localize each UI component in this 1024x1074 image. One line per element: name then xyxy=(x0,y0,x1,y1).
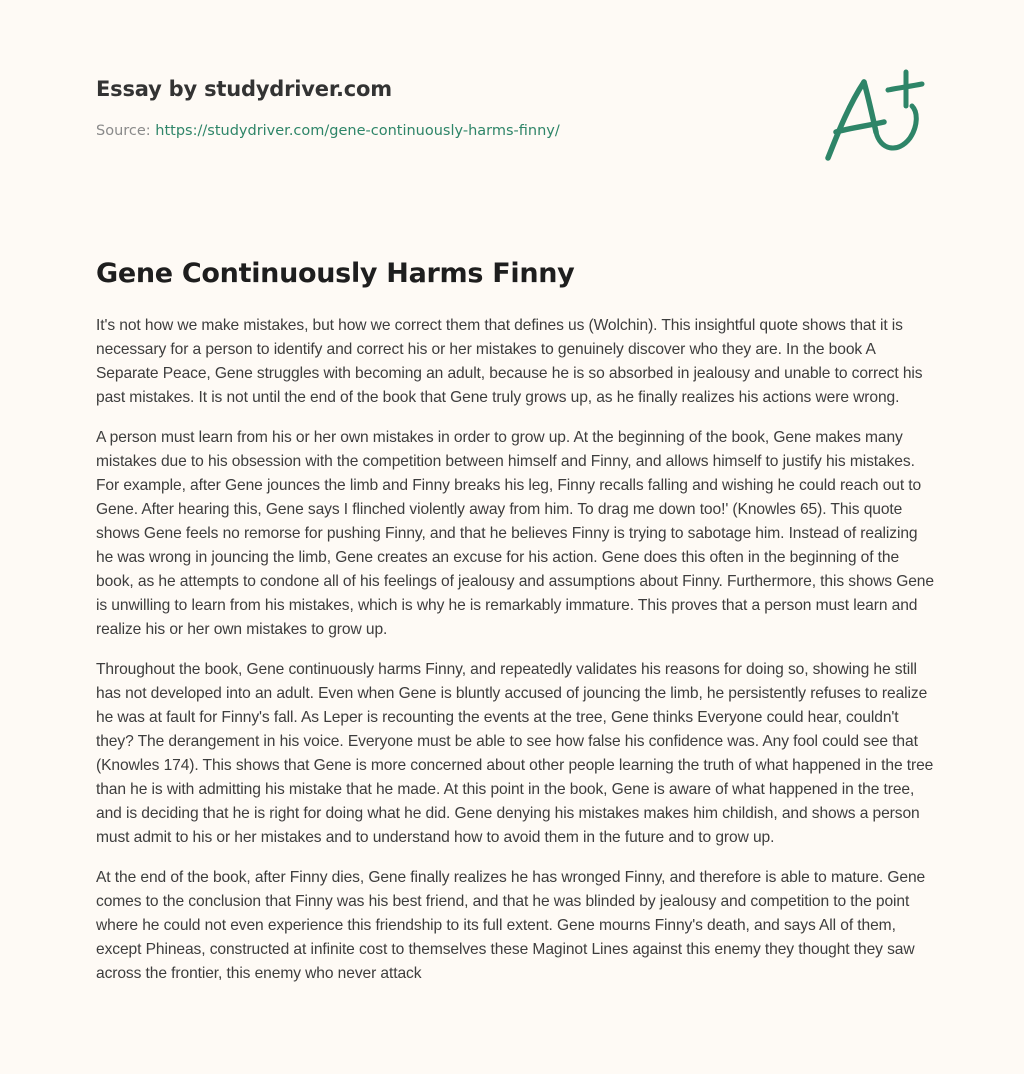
a-plus-grade-icon xyxy=(818,66,930,166)
essay-paragraph-2: A person must learn from his or her own mistakes in order to grow up. At the beginning of the book, Gene makes many mistakes due to his obsession with the competition between himself and Finny, and allows himself to justify his mistakes. For example, after Gene jounces the limb and Finny breaks his leg, Finny recalls falling and wishing he could reach out to Gene. After hearing this, Gene says I flinched violently away from him. To drag me down too!' (Knowles 65). This quote shows Gene feels no remorse for pushing Finny, and that he believes Finny is trying to sabotage him. Instead of realizing he was wrong in jouncing the limb, Gene creates an excuse for his action. Gene does this often in the beginning of the book, as he attempts to condone all of his feelings of jealousy and assumptions about Finny. Furthermore, this shows Gene is unwilling to learn from his mistakes, which is why he is remarkably immature. This proves that a person must learn and realize his or her own mistakes to grow up. xyxy=(96,429,934,638)
essay-body xyxy=(96,314,936,1002)
essay-paragraph-1: It's not how we make mistakes, but how we correct them that defines us (Wolchin). This insightful quote shows that it is necessary for a person to identify and correct his or her mistakes to genuinely discover who they are. In the book A Separate Peace, Gene struggles with becoming an adult, because he is so absorbed in jealousy and unable to correct his past mistakes. It is not until the end of the book that Gene truly grows up, as he finally realizes his actions were wrong. xyxy=(96,317,923,406)
page-header xyxy=(96,72,796,142)
essay-title: Gene Continuously Harms Finny xyxy=(96,258,575,289)
source-line xyxy=(96,120,796,142)
essay-paragraph-4: At the end of the book, after Finny dies, Gene finally realizes he has wronged Finny, and therefore is able to mature. Gene comes to the conclusion that Finny was his best friend, and that he was blinded by jealousy and competition to the point where he could not even experience this friendship to its full extent. Gene mourns Finny's death, and says All of them, except Phineas, constructed at infinite cost to themselves these Maginot Lines against this enemy they thought they saw across the frontier, this enemy who never attack xyxy=(96,869,926,982)
site-title: Essay by studydriver.com xyxy=(96,77,392,101)
source-label: Source: xyxy=(96,123,156,139)
source-link[interactable]: https://studydriver.com/gene-continuously-harms-finny/ xyxy=(155,123,560,139)
essay-paragraph-3: Throughout the book, Gene continuously harms Finny, and repeatedly validates his reasons for doing so, showing he still has not developed into an adult. Even when Gene is bluntly accused of jouncing the limb, he persistently refuses to realize he was at fault for Finny's fall. As Leper is recounting the events at the tree, Gene thinks Everyone could hear, couldn't they? The derangement in his voice. Everyone must be able to see how false his confidence was. Any fool could see that (Knowles 174). This shows that Gene is more concerned about other people learning the truth of what happened in the tree than he is with admitting his mistake that he made. At this point in the book, Gene is aware of what happened in the tree, and is deciding that he is right for doing what he did. Gene denying his mistakes makes him childish, and shows a person must admit to his or her mistakes and to understand how to avoid them in the future and to grow up. xyxy=(96,661,934,846)
